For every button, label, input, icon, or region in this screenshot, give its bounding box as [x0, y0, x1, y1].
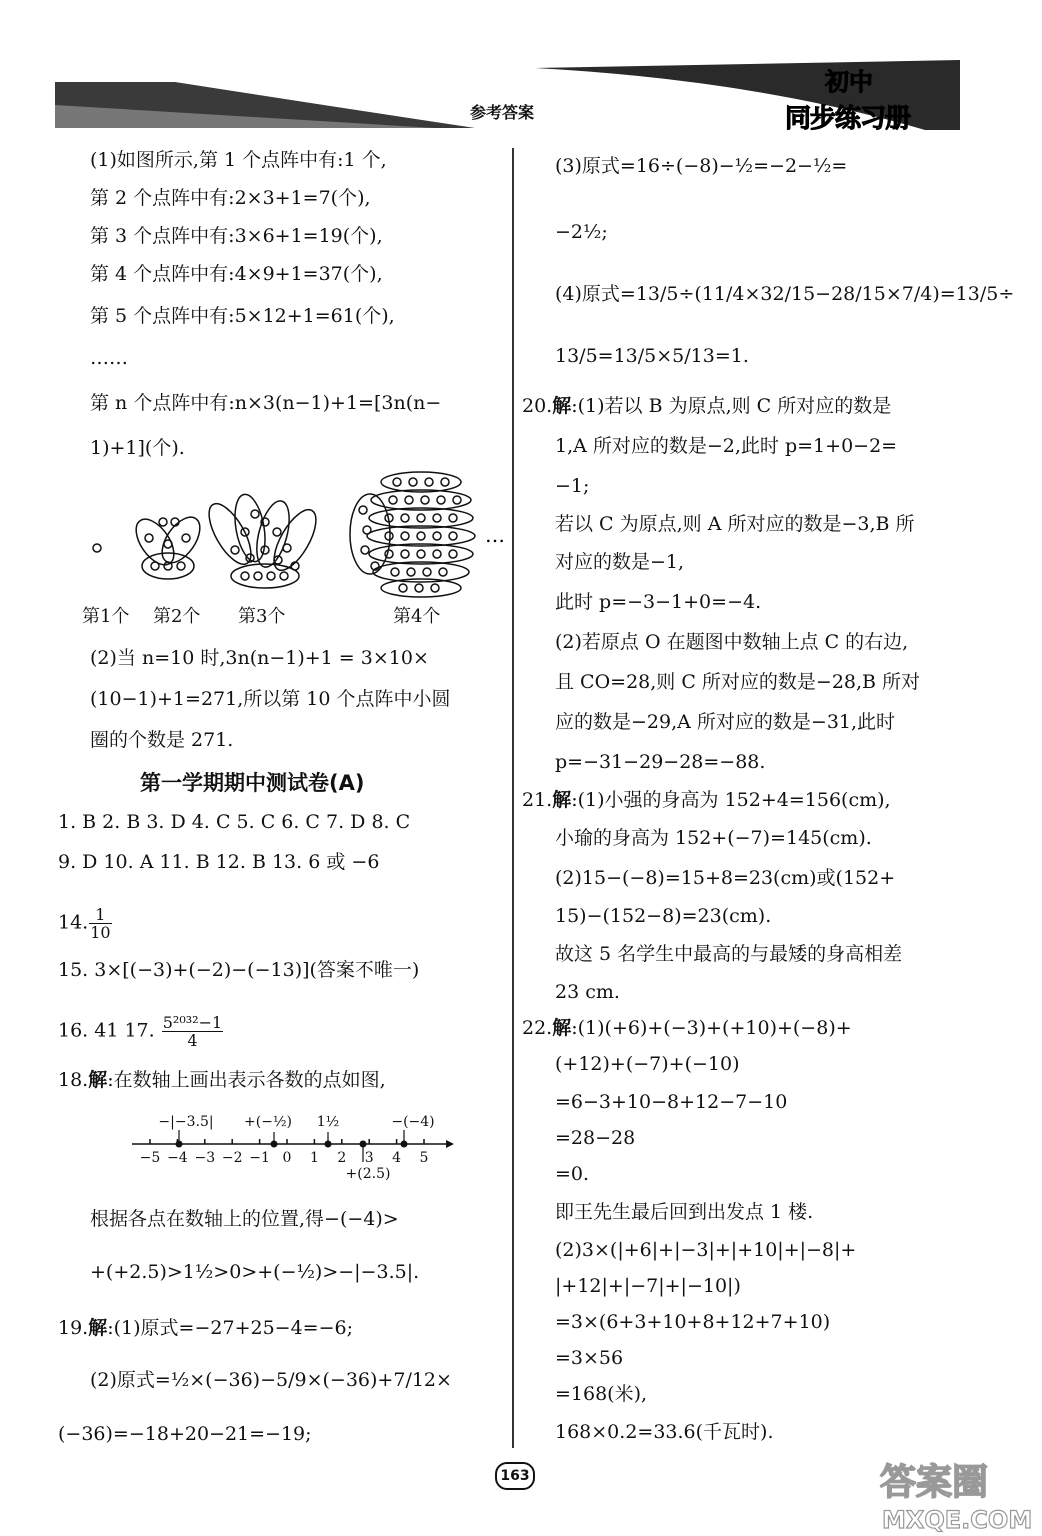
answer-text: :(1)(+6)+(−3)+(+10)+(−8)+ — [571, 1017, 852, 1039]
tick-label: 5 — [419, 1150, 429, 1166]
text-line: (4)原式=13/5÷(11/4×32/15−28/15×7/4)=13/5÷ — [555, 283, 1015, 305]
solution-label: 解 — [88, 1069, 108, 1091]
tick-label: −3 — [194, 1150, 216, 1166]
answer-number: 21. — [522, 789, 553, 811]
answer-line — [58, 1014, 224, 1049]
answer-text: :(1)小强的身高为 152+4=156(cm), — [571, 789, 891, 811]
brand-logo — [785, 62, 960, 134]
point-label: −(−4) — [391, 1114, 435, 1130]
answer-line — [522, 1014, 852, 1042]
fraction — [162, 1014, 223, 1049]
number-line-figure — [128, 1108, 458, 1184]
page-number — [495, 1462, 545, 1488]
solution-label: 解 — [88, 1317, 108, 1339]
answer-number: 18. — [58, 1069, 89, 1091]
watermark-line1: 答案圈 — [880, 1462, 989, 1503]
answer-text: 16. 41 17. — [58, 1019, 155, 1042]
text-line: 小瑜的身高为 152+(−7)=145(cm). — [555, 827, 872, 849]
text-line: (2)若原点 O 在题图中数轴上点 C 的右边, — [555, 631, 909, 653]
text-line: =28−28 — [555, 1127, 636, 1149]
brand-line2: 同步练习册 — [785, 104, 911, 134]
text-line: (3)原式=16÷(−8)−½=−2−½= — [555, 155, 848, 177]
answer-text: :(1)若以 B 为原点,则 C 所对应的数是 — [571, 395, 892, 417]
text-line: −2½; — [555, 221, 608, 243]
text-line: 1,A 所对应的数是−2,此时 p=1+0−2= — [555, 435, 898, 457]
text-line: (1)如图所示,第 1 个点阵中有:1 个, — [90, 149, 387, 171]
point-label: −|−3.5| — [158, 1114, 214, 1130]
answer-line — [522, 392, 891, 420]
tick-label: −5 — [139, 1150, 161, 1166]
brand-line1: 初中 — [825, 68, 873, 96]
answer-text: :(1)原式=−27+25−4=−6; — [107, 1317, 354, 1339]
dot-lattice-figure — [85, 470, 505, 600]
text-line: 13/5=13/5×5/13=1. — [555, 345, 749, 367]
text-line: 对应的数是−1, — [555, 551, 685, 573]
text-line: 根据各点在数轴上的位置,得−(−4)> — [90, 1208, 399, 1230]
fraction-denominator: 4 — [187, 1031, 198, 1050]
text-line: 168×0.2=33.6(千瓦时). — [555, 1421, 774, 1443]
answer-number: 20. — [522, 395, 553, 417]
text-line: −1; — [555, 475, 590, 497]
header-title: 参考答案 — [470, 103, 535, 122]
solution-label: 解 — [552, 1017, 572, 1039]
text-line: (2)原式=½×(−36)−5/9×(−36)+7/12× — [90, 1369, 452, 1391]
text-line: (+12)+(−7)+(−10) — [555, 1053, 740, 1075]
page-number-text: 163 — [495, 1462, 535, 1490]
text-line: 此时 p=−3−1+0=−4. — [555, 591, 762, 613]
text-line: =0. — [555, 1163, 590, 1185]
text-line: 第 5 个点阵中有:5×12+1=61(个), — [90, 305, 395, 327]
answer-text: :在数轴上画出表示各数的点如图, — [107, 1069, 386, 1091]
text-line: (10−1)+1=271,所以第 10 个点阵中小圆 — [90, 688, 451, 710]
tick-label: 4 — [392, 1150, 402, 1166]
text-line: (2)15−(−8)=15+8=23(cm)或(152+ — [555, 867, 896, 889]
text-line: (2)当 n=10 时,3n(n−1)+1 = 3×10× — [90, 647, 429, 669]
text-line: =168(米), — [555, 1383, 648, 1405]
tick-label: 0 — [282, 1150, 292, 1166]
answer-line — [58, 1066, 386, 1094]
tick-label: 2 — [337, 1150, 347, 1166]
text-line: 第 2 个点阵中有:2×3+1=7(个), — [90, 187, 371, 209]
fraction-numerator: 5²⁰³²−1 — [162, 1013, 223, 1032]
answer-line — [522, 786, 891, 814]
text-line: 1)+1](个). — [90, 437, 185, 459]
solution-label: 解 — [552, 789, 572, 811]
tick-label: −1 — [249, 1150, 270, 1166]
text-line: =3×(6+3+10+8+12+7+10) — [555, 1311, 831, 1333]
text-line: 圈的个数是 271. — [90, 729, 234, 751]
tick-label: 1 — [309, 1150, 319, 1166]
text-line: 故这 5 名学生中最高的与最矮的身高相差 — [555, 943, 903, 965]
text-line: 第 n 个点阵中有:n×3(n−1)+1=[3n(n− — [90, 392, 442, 414]
point-label: +(−½) — [244, 1114, 292, 1130]
column-divider — [512, 148, 514, 1448]
answer-line: 1. B 2. B 3. D 4. C 5. C 6. C 7. D 8. C — [58, 811, 411, 833]
answer-number: 19. — [58, 1317, 89, 1339]
section-title: 第一学期期中测试卷(A) — [140, 771, 365, 795]
text-line: 23 cm. — [555, 981, 620, 1003]
text-line: 即王先生最后回到出发点 1 楼. — [555, 1201, 814, 1223]
fraction — [89, 906, 111, 941]
text-line: (2)3×(|+6|+|−3|+|+10|+|−8|+ — [555, 1239, 857, 1261]
figure-label: 第4个 — [393, 606, 441, 627]
text-line: |+12|+|−7|+|−10|) — [555, 1275, 741, 1297]
answer-line — [58, 1314, 353, 1342]
figure-label: 第1个 — [82, 606, 130, 627]
text-line: =6−3+10−8+12−7−10 — [555, 1091, 788, 1113]
fraction-numerator: 1 — [89, 906, 111, 924]
answer-line — [58, 906, 113, 941]
point-label: 1½ — [316, 1114, 340, 1130]
figure-ellipsis: … — [485, 523, 505, 547]
solution-label: 解 — [552, 395, 572, 417]
text-line: p=−31−29−28=−88. — [555, 751, 766, 773]
tick-label: 3 — [364, 1150, 374, 1166]
text-line: 15)−(152−8)=23(cm). — [555, 905, 772, 927]
tick-label: −2 — [221, 1150, 243, 1166]
text-line: 且 CO=28,则 C 所对应的数是−28,B 所对 — [555, 671, 921, 693]
watermark-logo — [870, 1452, 1040, 1536]
text-line: (−36)=−18+20−21=−19; — [58, 1423, 312, 1445]
figure-label: 第2个 — [153, 606, 201, 627]
text-line: 第 3 个点阵中有:3×6+1=19(个), — [90, 225, 383, 247]
text-line: =3×56 — [555, 1347, 624, 1369]
figure-label: 第3个 — [238, 606, 286, 627]
answer-number: 14. — [58, 911, 89, 934]
answer-number: 22. — [522, 1017, 553, 1039]
tick-label: −4 — [167, 1150, 188, 1166]
answer-line: 9. D 10. A 11. B 12. B 13. 6 或 −6 — [58, 851, 380, 873]
text-line: +(+2.5)>1½>0>+(−½)>−|−3.5|. — [90, 1261, 420, 1283]
text-line: 应的数是−29,A 所对应的数是−31,此时 — [555, 711, 896, 733]
text-line: …… — [90, 347, 128, 369]
text-line: 若以 C 为原点,则 A 所对应的数是−3,B 所 — [555, 513, 915, 535]
watermark-line2: MXQE.COM — [882, 1506, 1033, 1534]
point-label: +(2.5) — [345, 1166, 391, 1182]
fraction-denominator: 10 — [90, 923, 111, 942]
text-line: 第 4 个点阵中有:4×9+1=37(个), — [90, 263, 383, 285]
answer-line: 15. 3×[(−3)+(−2)−(−13)](答案不唯一) — [58, 959, 420, 981]
